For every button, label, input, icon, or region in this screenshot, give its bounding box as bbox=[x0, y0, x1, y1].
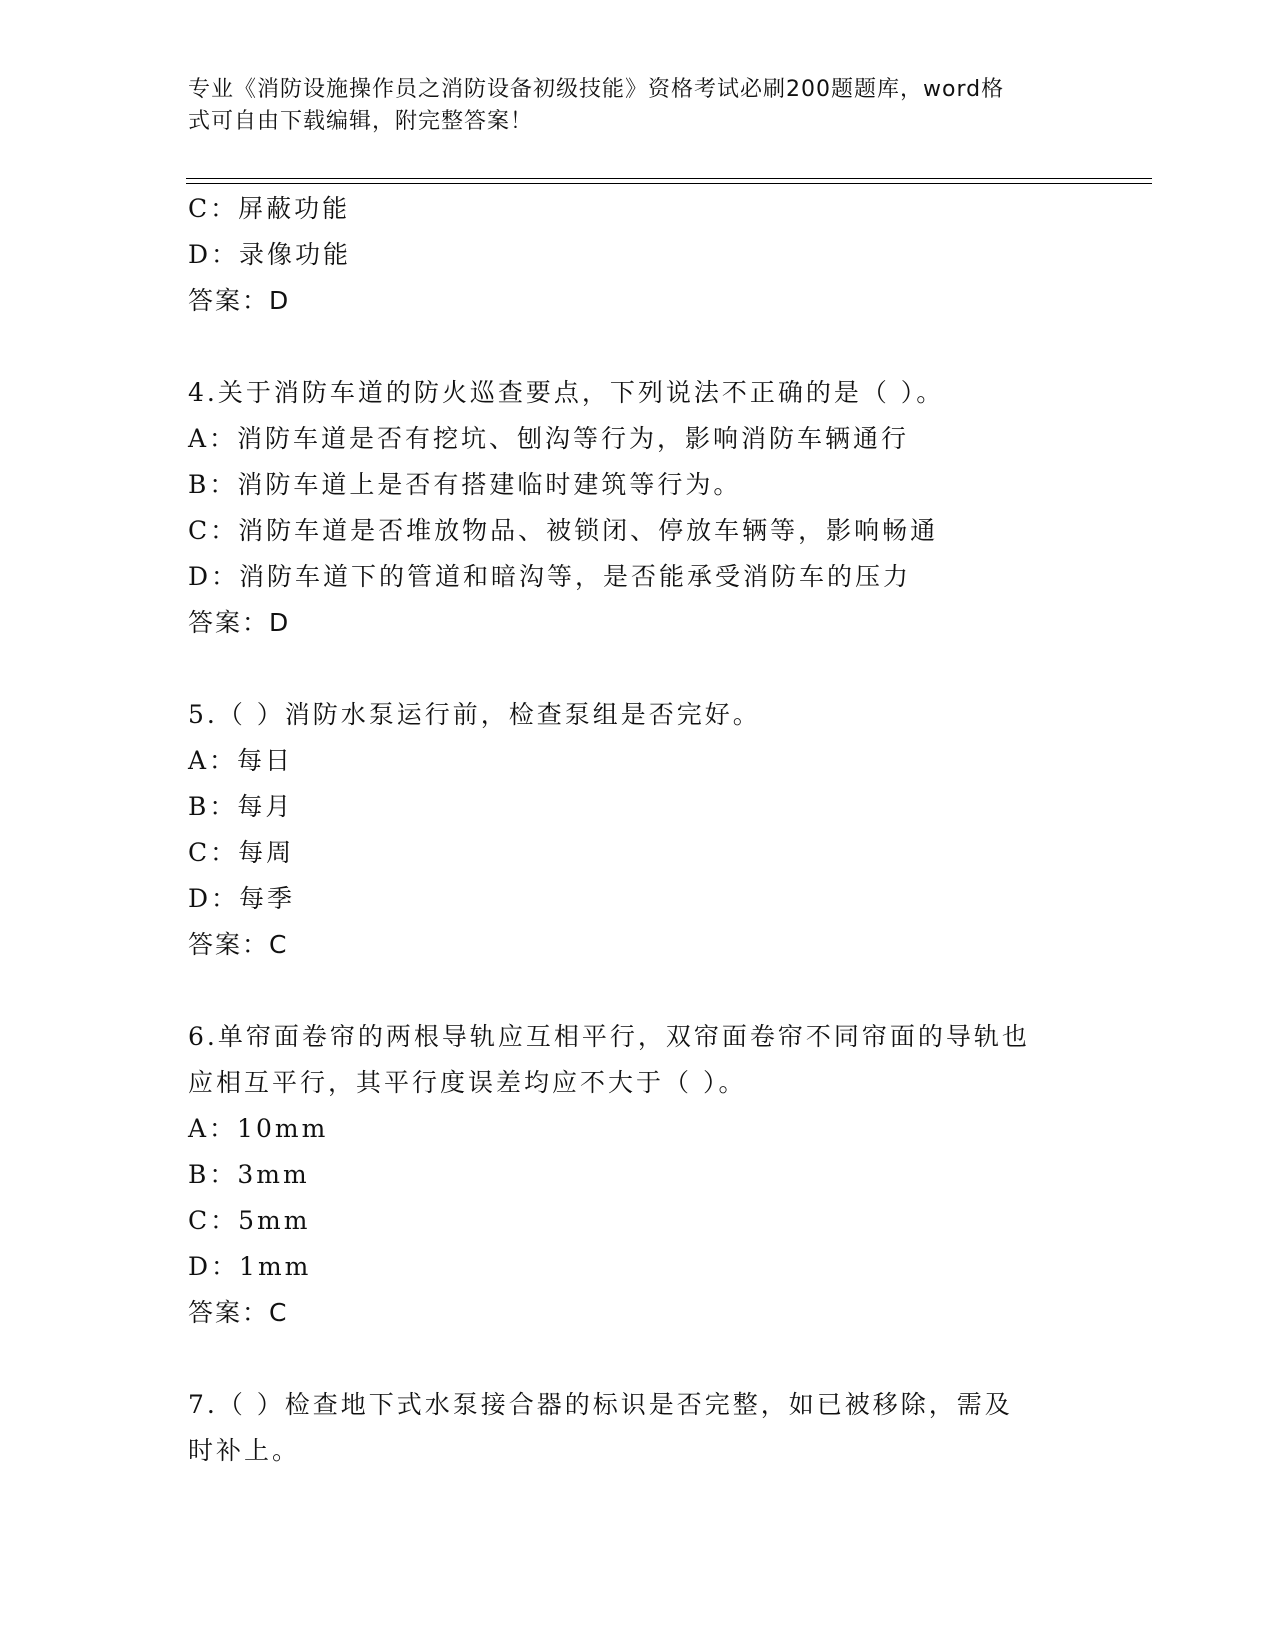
question-7 bbox=[188, 1382, 1088, 1474]
q7-stem-line-1: 7.（ ）检查地下式水泵接合器的标识是否完整，如已被移除，需及 bbox=[188, 1390, 1013, 1419]
q5-stem: 5.（ ）消防水泵运行前，检查泵组是否完好。 bbox=[188, 700, 761, 729]
q4-stem: 4.关于消防车道的防火巡查要点，下列说法不正确的是（ ）。 bbox=[188, 378, 945, 407]
q5-option-a: A：每日 bbox=[188, 746, 294, 775]
q6-stem-line-1: 6.单帘面卷帘的两根导轨应互相平行，双帘面卷帘不同帘面的导轨也 bbox=[188, 1022, 1030, 1051]
question-5 bbox=[188, 692, 1088, 968]
q4-answer: 答案：D bbox=[188, 608, 291, 637]
spacer bbox=[188, 1336, 1088, 1382]
spacer bbox=[188, 324, 1088, 370]
q6-option-c: C：5mm bbox=[188, 1206, 311, 1235]
q5-option-d: D：每季 bbox=[188, 884, 296, 913]
spacer bbox=[188, 968, 1088, 1014]
q5-option-b: B：每月 bbox=[188, 792, 294, 821]
document-header bbox=[188, 74, 1088, 138]
q4-option-d: D：消防车道下的管道和暗沟等，是否能承受消防车的压力 bbox=[188, 562, 912, 591]
q4-option-b: B：消防车道上是否有搭建临时建筑等行为。 bbox=[188, 470, 742, 499]
question-4 bbox=[188, 370, 1088, 646]
question-6 bbox=[188, 1014, 1088, 1336]
q6-stem-line-2: 应相互平行，其平行度误差均应不大于（ ）。 bbox=[188, 1068, 747, 1097]
q3-answer: 答案：D bbox=[188, 286, 291, 315]
header-title-line-1: 专业《消防设施操作员之消防设备初级技能》资格考试必刷200题题库，word格 bbox=[188, 77, 1005, 102]
q4-option-a: A：消防车道是否有挖坑、刨沟等行为，影响消防车辆通行 bbox=[188, 424, 910, 453]
q6-option-b: B：3mm bbox=[188, 1160, 310, 1189]
question-3-fragment bbox=[188, 186, 1088, 324]
header-rule-bottom bbox=[186, 183, 1152, 184]
q5-option-c: C：每周 bbox=[188, 838, 295, 867]
q3-option-d: D：录像功能 bbox=[188, 240, 352, 269]
q4-option-c: C：消防车道是否堆放物品、被锁闭、停放车辆等，影响畅通 bbox=[188, 516, 939, 545]
q6-option-d: D：1mm bbox=[188, 1252, 312, 1281]
q6-option-a: A：10mm bbox=[188, 1114, 329, 1143]
spacer bbox=[188, 646, 1088, 692]
q3-option-c: C：屏蔽功能 bbox=[188, 194, 351, 223]
q6-answer: 答案：C bbox=[188, 1298, 289, 1327]
header-rule-top bbox=[186, 178, 1152, 179]
q7-stem-line-2: 时补上。 bbox=[188, 1436, 301, 1465]
question-content bbox=[188, 186, 1088, 1474]
q5-answer: 答案：C bbox=[188, 930, 289, 959]
header-title-line-2: 式可自由下载编辑，附完整答案！ bbox=[188, 109, 534, 134]
